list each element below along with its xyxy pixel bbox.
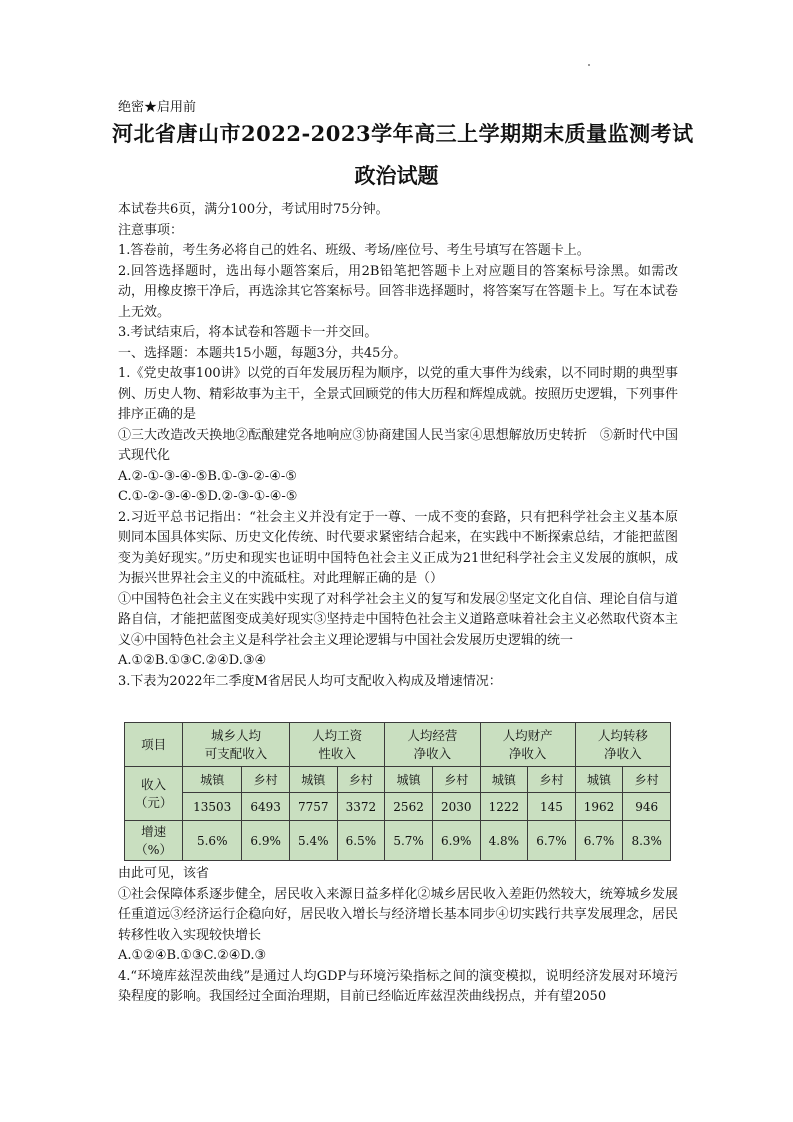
table-cell: 6.9% — [242, 821, 290, 861]
table-cell: 6.5% — [337, 821, 385, 861]
question-1-options-cd: C.①-②-③-④-⑤D.②-③-①-④-⑤ — [118, 489, 298, 504]
table-cell: 5.6% — [183, 821, 242, 861]
exam-info: 本试卷共6页，满分100分，考试用时75分钟。 — [118, 202, 389, 217]
table-sub-header: 乡村 — [623, 767, 671, 793]
notice-item-3: 3.考试结束后，将本试卷和答题卡一并交回。 — [118, 325, 378, 340]
confidential-label: 绝密★启用前 — [118, 100, 197, 115]
table-sub-header: 乡村 — [242, 767, 290, 793]
table-sub-header: 乡村 — [337, 767, 385, 793]
question-2-stem: 2.习近平总书记指出：“社会主义并没有定于一尊、一成不变的套路，只有把科学社会主义基本原则同本国具体实际、历史文化传统、时代要求紧密结合起来，在实践中不断探索总结，才能把蓝图变为美好现实。”历史和现实也证明中国特色社会主义正成为21世纪科学社会主义发展的旗帜，成为振兴世界社会主义的中流砥柱。对此理解正确的是（） — [118, 509, 678, 586]
table-cell: 2030 — [432, 793, 480, 821]
table-sub-header: 乡村 — [432, 767, 480, 793]
question-3-items: ①社会保障体系逐步健全，居民收入来源日益多样化②城乡居民收入差距仍然较大，统筹城乡发展任重道远③经济运行企稳向好，居民收入增长与经济增长基本同步④切实践行共享发展理念，居民转移性收入实现较快增长 — [118, 886, 678, 943]
table-cell: 8.3% — [623, 821, 671, 861]
notice-item-2: 2.回答选择题时，选出每小题答案后，用2B铅笔把答题卡上对应题目的答案标号涂黑。如需改动，用橡皮擦干净后，再选涂其它答案标号。回答非选择题时，将答案写在答题卡上。写在本试卷上无效。 — [118, 263, 678, 320]
table-col-header: 城乡人均 可支配收入 — [183, 723, 290, 767]
scan-speck — [588, 64, 590, 66]
notice-item-1: 1.答卷前，考生务必将自己的姓名、班级、考场/座位号、考生号填写在答题卡上。 — [118, 243, 590, 258]
table-sub-header: 乡村 — [528, 767, 576, 793]
table-col-header: 人均财产 净收入 — [480, 723, 575, 767]
question-4-stem: 4.“环境库兹涅茨曲线”是通过人均GDP与环境污染指标之间的演变模拟，说明经济发展对环境污染程度的影响。我国经过全面治理期，目前已经临近库兹涅茨曲线拐点，并有望2050 — [118, 968, 678, 1004]
table-cell: 2562 — [385, 793, 433, 821]
section-heading: 一、选择题：本题共15小题，每题3分，共45分。 — [118, 345, 407, 361]
table-cell: 6.7% — [575, 821, 623, 861]
table-cell: 946 — [623, 793, 671, 821]
notice-heading: 注意事项： — [118, 222, 184, 238]
question-1-items: ①三大改造改天换地②酝酿建党各地响应③协商建国人民当家④思想解放历史转折 ⑤新时代中国式现代化 — [118, 427, 678, 463]
exam-instructions — [118, 200, 678, 692]
table-cell: 6493 — [242, 793, 290, 821]
table-cell: 7757 — [289, 793, 337, 821]
table-cell: 13503 — [183, 793, 242, 821]
table-sub-header: 城镇 — [480, 767, 528, 793]
question-2-items: ①中国特色社会主义在实践中实现了对科学社会主义的复写和发展②坚定文化自信、理论自信与道路自信，才能把蓝图变成美好现实③坚持走中国特色社会主义道路意味着社会主义必然取代资本主义④中国特色社会主义是科学社会主义理论逻辑与中国社会发展历史逻辑的统一 — [118, 591, 678, 648]
table-growth-label: 增速 （%） — [125, 821, 183, 861]
table-col-header: 人均工资 性收入 — [289, 723, 384, 767]
table-sub-header: 城镇 — [575, 767, 623, 793]
table-income-label: 收入 （元） — [125, 767, 183, 821]
table-sub-header: 城镇 — [385, 767, 433, 793]
table-cell: 6.7% — [528, 821, 576, 861]
table-cell: 3372 — [337, 793, 385, 821]
table-sub-header: 城镇 — [183, 767, 242, 793]
income-table — [124, 722, 671, 861]
table-cell: 4.8% — [480, 821, 528, 861]
table-cell: 5.7% — [385, 821, 433, 861]
table-cell: 1222 — [480, 793, 528, 821]
table-col-header: 人均转移 净收入 — [575, 723, 670, 767]
page-title: 河北省唐山市2022-2023学年高三上学期期末质量监测考试 — [112, 121, 694, 146]
table-col-header: 人均经营 净收入 — [385, 723, 480, 767]
table-item-header: 项目 — [125, 723, 183, 767]
question-3-stem: 3.下表为2022年二季度M省居民人均可支配收入构成及增速情况： — [118, 673, 502, 689]
table-sub-header: 城镇 — [289, 767, 337, 793]
question-3-after — [118, 864, 678, 1008]
table-cell: 5.4% — [289, 821, 337, 861]
question-1-stem: 1.《党史故事100讲》以党的百年发展历程为顺序，以党的重大事件为线索，以不同时期的典型事例、历史人物、精彩故事为主干，全景式回顾党的伟大历程和辉煌成就。按照历史逻辑，下列事件排序正确的是 — [118, 366, 678, 422]
table-cell: 1962 — [575, 793, 623, 821]
question-3-lead: 由此可见，该省 — [118, 866, 210, 881]
question-1-options-ab: A.②-①-③-④-⑤B.①-③-②-④-⑤ — [118, 468, 297, 484]
question-3-options: A.①②④B.①③C.②④D.③ — [118, 948, 267, 963]
page-subtitle: 政治试题 — [354, 163, 439, 188]
table-cell: 145 — [528, 793, 576, 821]
question-2-options: A.①②B.①③C.②④D.③④ — [118, 653, 267, 668]
table-cell: 6.9% — [432, 821, 480, 861]
